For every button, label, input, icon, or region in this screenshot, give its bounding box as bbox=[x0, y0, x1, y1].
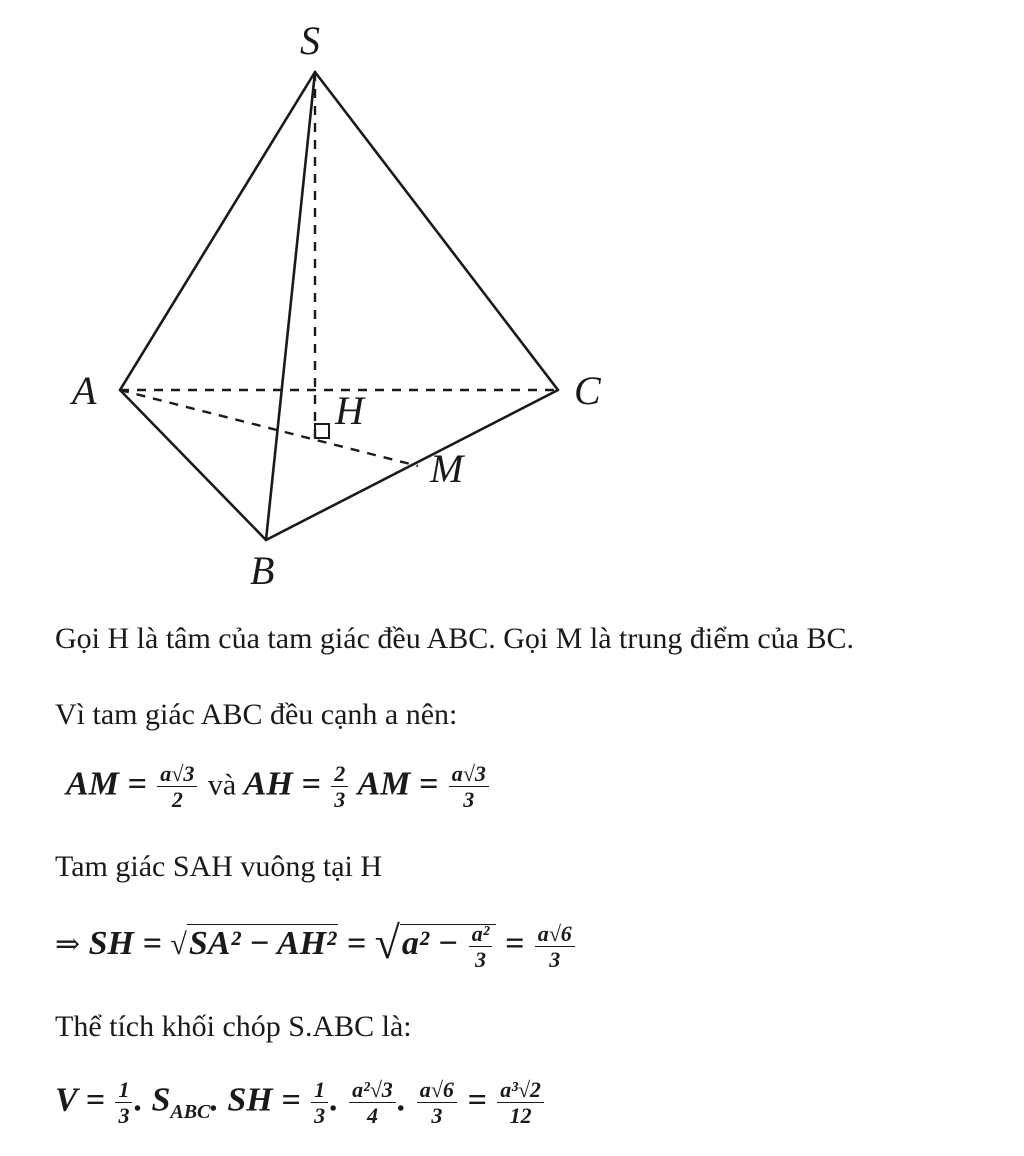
eq1-frac1-num: a√3 bbox=[157, 762, 197, 787]
eq3-sh: . SH = bbox=[210, 1081, 301, 1119]
eq3-frac5 bbox=[497, 1078, 544, 1127]
label-M: M bbox=[430, 446, 464, 491]
equation-sh bbox=[55, 916, 577, 971]
eq1-am: AM = bbox=[66, 765, 147, 803]
eq3-frac3-den: 4 bbox=[366, 1103, 378, 1129]
eq3-frac1-den: 3 bbox=[118, 1103, 130, 1129]
eq1-frac1-den: 2 bbox=[171, 787, 183, 813]
text-line-4: Tam giác SAH vuông tại H bbox=[55, 850, 383, 883]
equation-volume bbox=[55, 1078, 546, 1127]
eq2-sqrt2-rad bbox=[400, 920, 496, 972]
eq3-frac3 bbox=[349, 1078, 396, 1127]
eq3-frac1-num: 1 bbox=[115, 1078, 132, 1103]
eq1-va: và bbox=[207, 768, 244, 802]
label-C: C bbox=[574, 368, 601, 413]
eq2-frac1-den: 3 bbox=[475, 946, 487, 972]
eq3-frac4-num: a√6 bbox=[417, 1078, 457, 1103]
equation-am-ah bbox=[66, 762, 491, 811]
eq1-am2: AM = bbox=[357, 765, 439, 803]
right-angle-mark bbox=[315, 424, 329, 438]
text-line-6: Thể tích khối chóp S.ABC là: bbox=[55, 1010, 412, 1043]
eq3-frac4-den: 3 bbox=[431, 1103, 443, 1129]
eq2-eq2: = bbox=[504, 925, 525, 962]
label-H: H bbox=[335, 388, 364, 433]
eq2-sqrt1-sign: √ bbox=[170, 928, 187, 961]
eq2-eq: = bbox=[346, 925, 367, 962]
text-line-2: Vì tam giác ABC đều cạnh a nên: bbox=[55, 698, 458, 731]
edge-BC bbox=[266, 390, 558, 540]
eq3-eq: = bbox=[467, 1081, 487, 1119]
text-line-1: Gọi H là tâm của tam giác đều ABC. Gọi M là trung điểm của BC. bbox=[55, 622, 855, 655]
eq2-sqrt1 bbox=[170, 925, 338, 962]
eq3-s: . S bbox=[134, 1081, 171, 1119]
eq2-result bbox=[535, 922, 575, 971]
eq2-result-den: 3 bbox=[549, 946, 561, 972]
eq3-frac2-num: 1 bbox=[311, 1078, 328, 1103]
eq2-sqrt2-sign: √ bbox=[374, 917, 400, 968]
eq3-frac3-num: a²√3 bbox=[349, 1078, 396, 1103]
eq3-frac1 bbox=[115, 1078, 132, 1127]
label-A: A bbox=[72, 368, 97, 413]
eq2-sqrt2-a2: a² − bbox=[401, 925, 459, 962]
eq3-frac2 bbox=[311, 1078, 328, 1127]
eq1-frac2-den: 3 bbox=[334, 787, 346, 813]
edge-AB bbox=[120, 390, 266, 540]
label-B: B bbox=[250, 548, 275, 593]
edge-SC bbox=[315, 72, 558, 390]
eq3-frac5-num: a³√2 bbox=[497, 1078, 544, 1103]
eq3-v: V = bbox=[55, 1081, 105, 1119]
eq3-sub: ABC bbox=[170, 1101, 211, 1124]
eq1-frac1 bbox=[157, 762, 197, 811]
eq2-frac1 bbox=[469, 922, 493, 971]
eq2-result-num: a√6 bbox=[535, 922, 575, 947]
eq2-sqrt1-rad: SA² − AH² bbox=[188, 925, 337, 962]
eq1-frac2-num: 2 bbox=[331, 762, 348, 787]
pyramid-figure bbox=[0, 0, 700, 600]
eq3-frac5-den: 12 bbox=[509, 1103, 532, 1129]
eq1-frac3 bbox=[449, 762, 489, 811]
eq1-ah: AH = bbox=[243, 765, 321, 803]
eq2-sh: SH = bbox=[88, 925, 162, 962]
eq3-dot1: . bbox=[330, 1081, 339, 1119]
eq1-frac3-den: 3 bbox=[463, 787, 475, 813]
segment-AM-hidden bbox=[120, 390, 418, 466]
eq3-frac2-den: 3 bbox=[314, 1103, 326, 1129]
eq1-frac3-num: a√3 bbox=[449, 762, 489, 787]
eq2-frac1-num: a² bbox=[469, 922, 493, 947]
eq1-frac2 bbox=[331, 762, 348, 811]
eq2-arrow: ⇒ bbox=[55, 928, 81, 961]
label-S: S bbox=[300, 18, 320, 63]
eq3-frac4 bbox=[417, 1078, 457, 1127]
eq2-sqrt2 bbox=[374, 917, 497, 972]
eq3-dot2: . bbox=[397, 1081, 407, 1119]
